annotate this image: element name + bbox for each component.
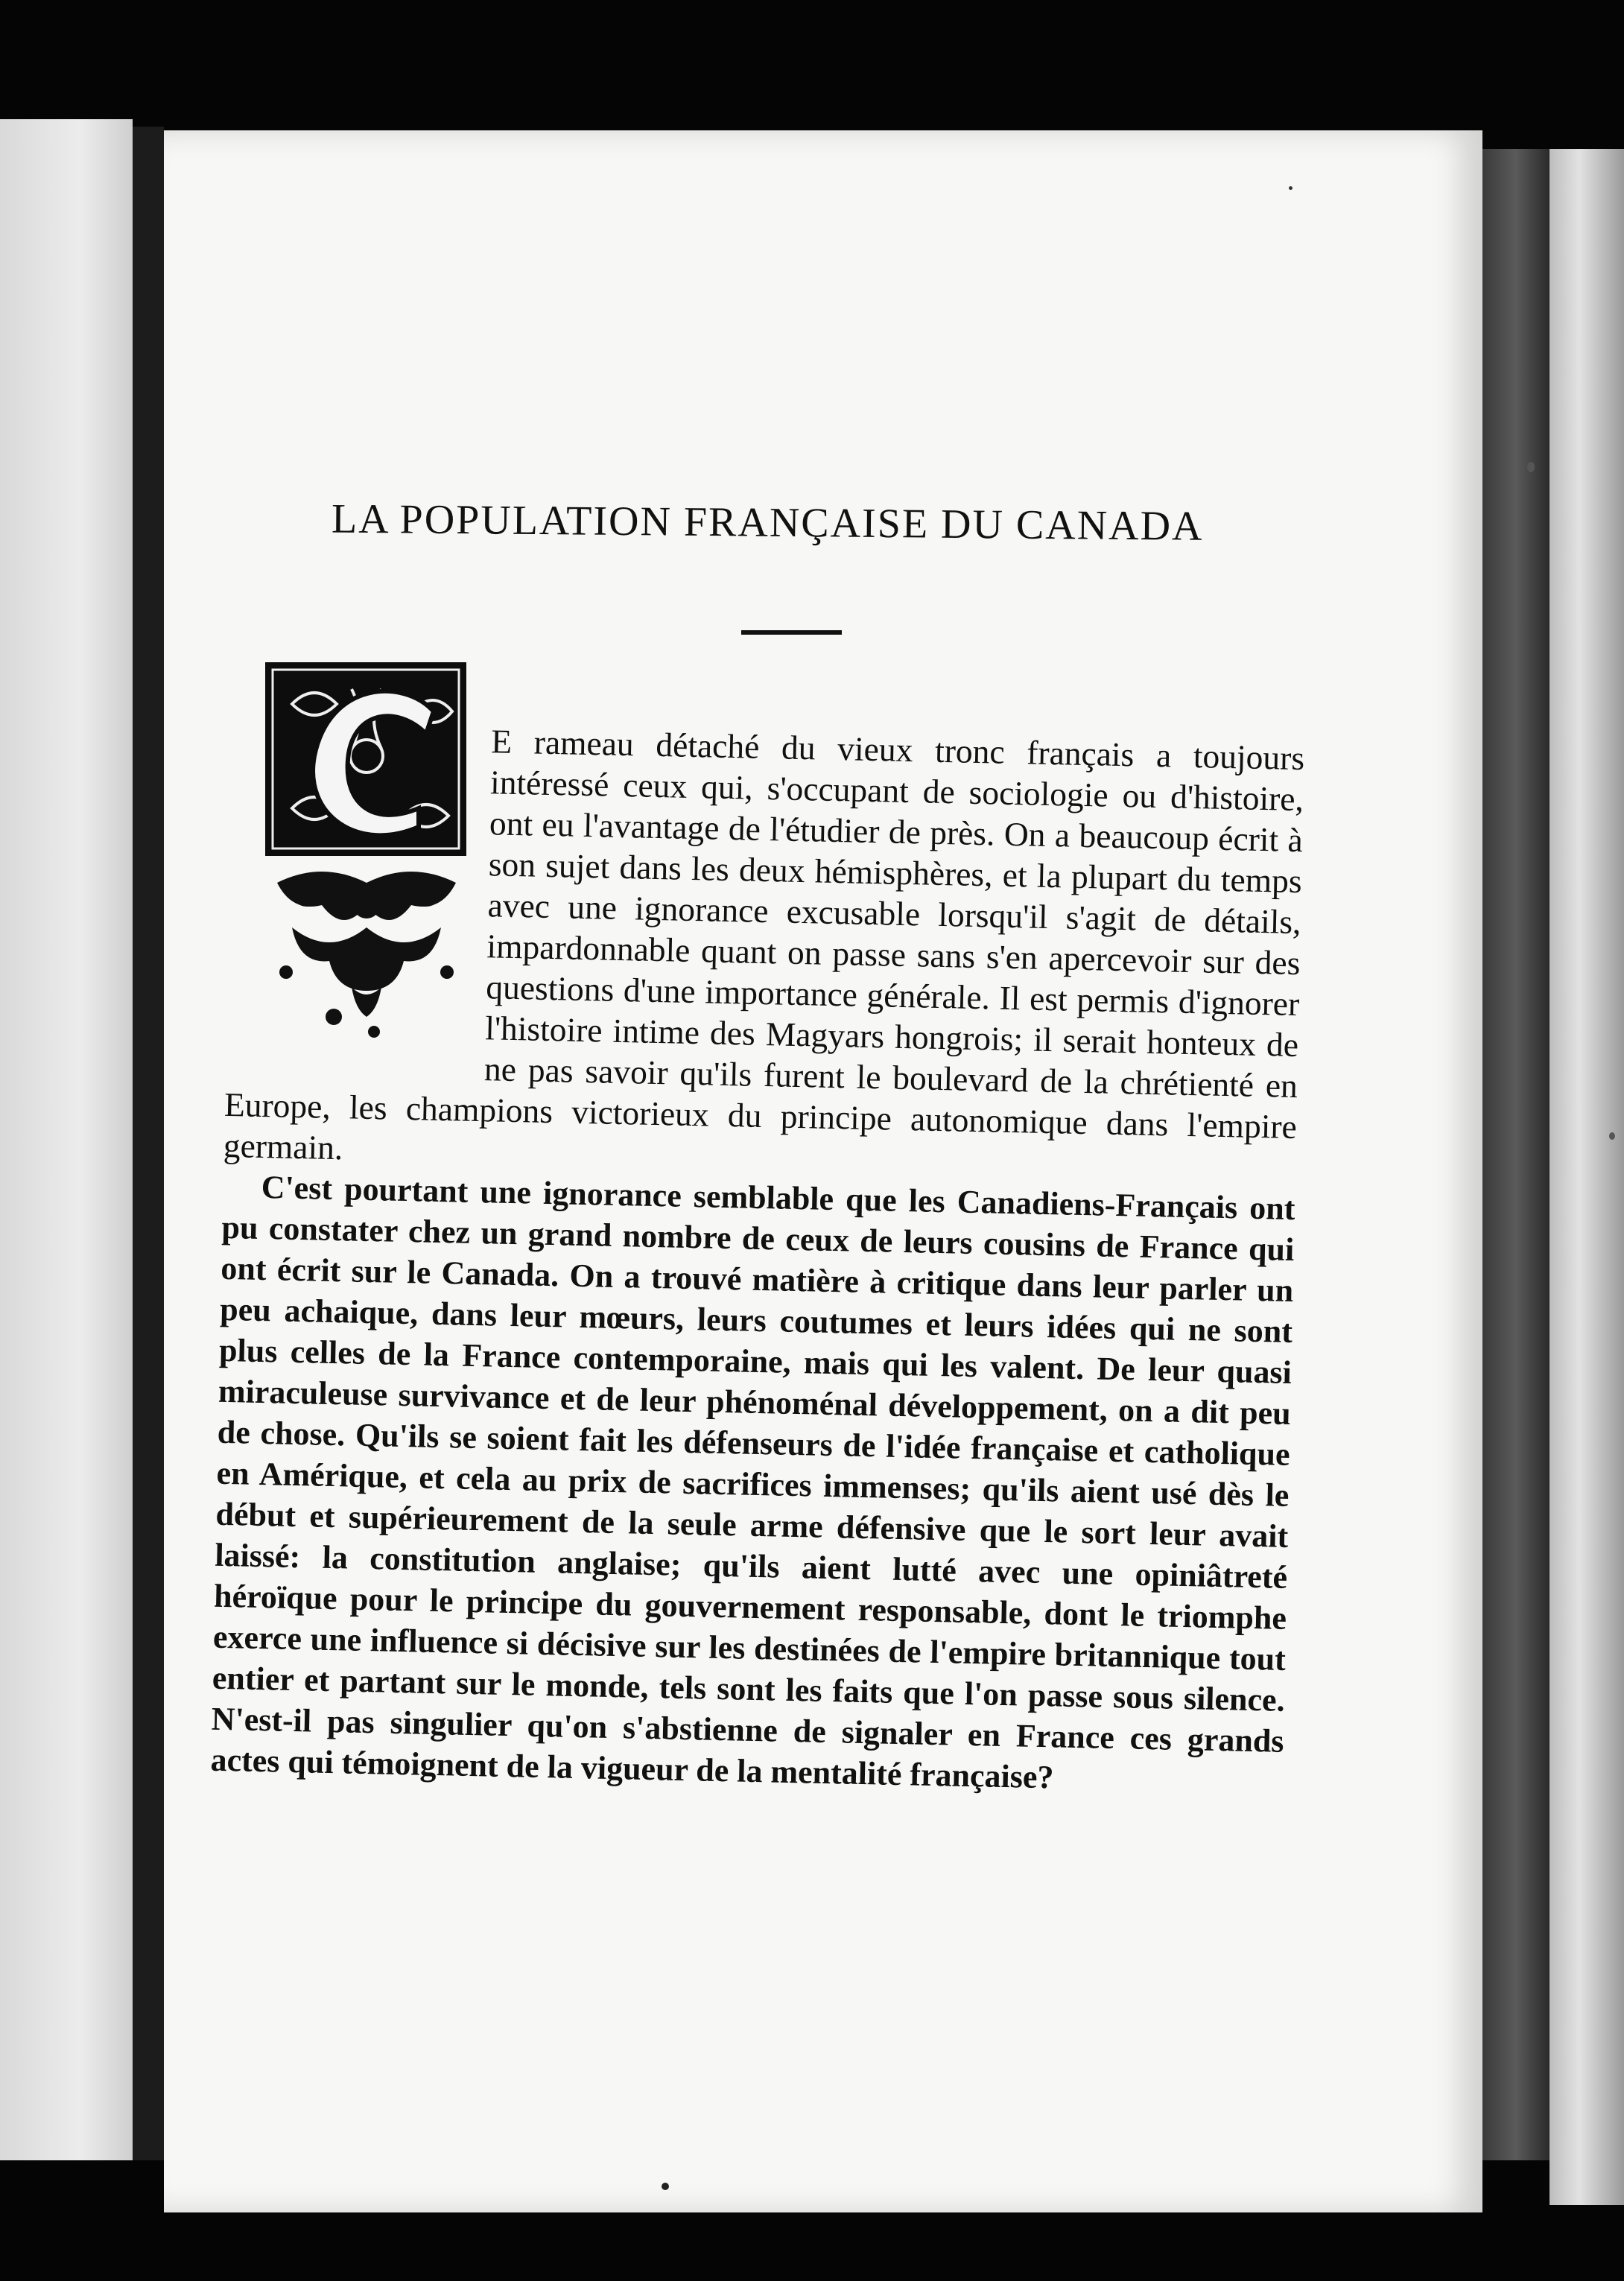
paragraph-1: E rameau détaché du vieux tronc français a toujours intéressé ceux qui, s'occupant de sociologie ou d'histoire, ont eu l'avantage de l'étudier de près. On a beaucoup écrit à son sujet dans les deux hémisphères, et la plupart du temps avec une ignorance excusable lorsqu'il s'agit de détails, impardonnable quant on passe sans s'en apercevoir sur des questions d'une importance générale. Il est permis d'ignorer l'histoire intime des Magyars hongrois; il serait honteux de ne pas savoir qu'ils furent le boulevard de la chrétienté en Europe, les champions victorieux du principe autonomique dans l'empire germain. xyxy=(223,722,1305,1167)
title-rule xyxy=(741,630,842,635)
paragraph-2: C'est pourtant une ignorance semblable que les Canadiens-Français ont pu constater chez un grand nombre de ceux de leurs cousins de France qui ont écrit sur le Canada. On a trouvé matière à critique dans leur parler un peu achaique, dans leur mœurs, leurs coutumes et leurs idées qui ne sont plus celles de la France contemporaine, mais qui les valent. De leur quasi miraculeuse survivance et de leur phénoménal développement, on a dit peu de chose. Qu'ils se soient fait les défenseurs de l'idée française et catholique en Amérique, et cela au prix de sacrifices immenses; qu'ils aient usé dès le début et supérieurement de la seule arme défensive que le sort leur avait laissé: la constitution anglaise; qu'ils aient lutté avec une opiniâtreté héroïque pour le principe du gouvernement responsable, dont le triomphe exerce une influence si décisive sur les destinées de l'empire britannique tout entier et partant sur le monde, tels sont les faits que l'on passe sous silence. N'est-il pas singulier qu'on s'abstienne de signaler en France ces grands actes qui témoignent de la vigueur de la mentalité française? xyxy=(210,1168,1295,1796)
right-page-edge xyxy=(1550,149,1624,2205)
dust-speck xyxy=(1289,186,1292,190)
body-text xyxy=(210,715,1305,1803)
dust-speck xyxy=(1609,1132,1615,1140)
book-spine xyxy=(133,127,164,2160)
left-page-edge xyxy=(0,119,133,2160)
dropcap-spacer xyxy=(225,682,492,1067)
page-title: LA POPULATION FRANÇAISE DU CANADA xyxy=(331,495,1204,550)
dust-speck xyxy=(1527,462,1535,472)
book-cover-edge xyxy=(1482,149,1550,2160)
page-mark xyxy=(662,2183,669,2190)
